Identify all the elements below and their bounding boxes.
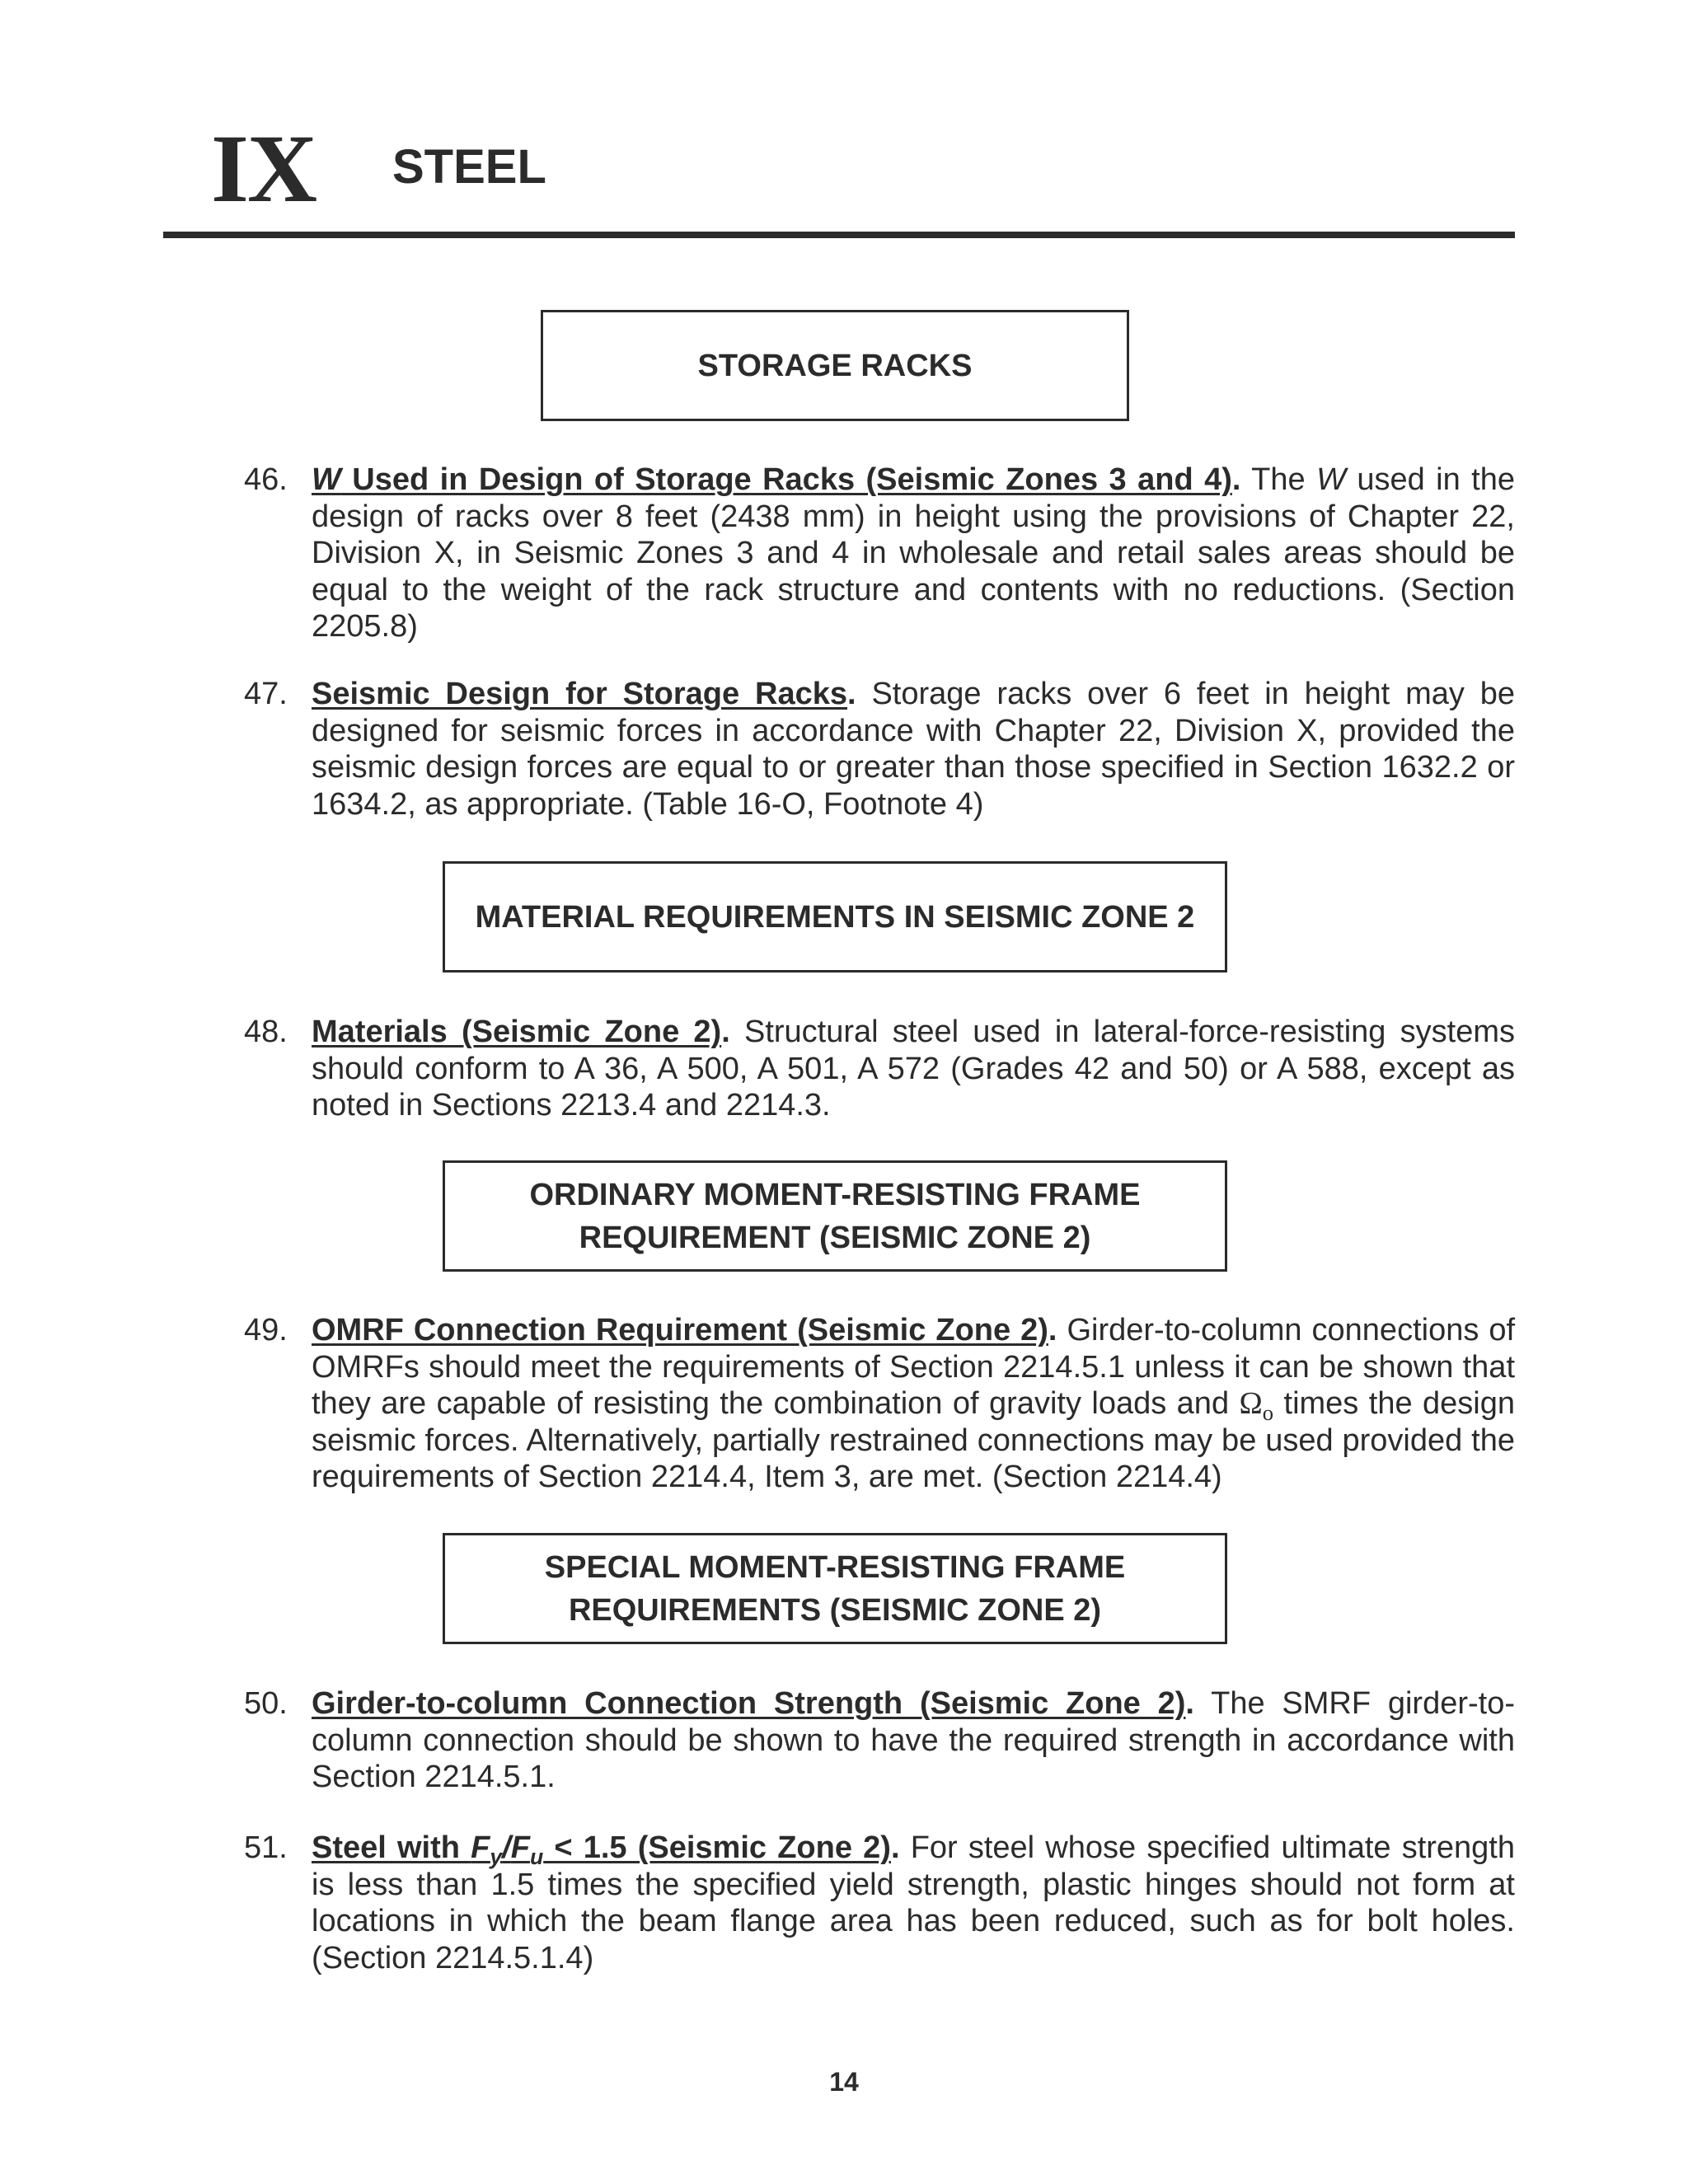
section-heading-material-requirements: [443, 861, 1227, 972]
item-number: 51.: [244, 1830, 288, 1865]
list-item-48: [244, 1014, 1515, 1124]
item-number: 46.: [244, 462, 288, 497]
item-body: Materials (Seismic Zone 2). Structural steel used in lateral-force-resisting systems should conform to A 36, A 500, A 501, A 572 (Grades 42 and 50) or A 588, except as noted in Sections 2213.4 and 2214.3.: [312, 1015, 1515, 1122]
item-title: Girder-to-column Connection Strength (Seismic Zone 2): [312, 1686, 1186, 1721]
section-heading-text: MATERIAL REQUIREMENTS IN SEISMIC ZONE 2: [475, 899, 1195, 935]
item-body: OMRF Connection Requirement (Seismic Zone 2). Girder-to-column connections of OMRFs should meet the requirements of Section 2214.5.1 unless it can be shown that they are capable of resisting the combination of gravity loads and $\Omega_o$ times the design seismic forces. Alternatively, partially restrained connections may be used provided the requirements of Section 2214.4, Item 3, are met. (Section 2214.4): [312, 1313, 1516, 1494]
item-title: Steel with $F_y/F_u < 1.5$ (Seismic Zone 2): [312, 1830, 891, 1869]
item-number: 48.: [244, 1015, 288, 1049]
section-heading-storage-racks: [541, 310, 1129, 421]
item-title: W Used in Design of Storage Racks (Seismic Zones 3 and 4): [312, 462, 1232, 497]
chapter-title: STEEL: [392, 140, 546, 194]
item-title: OMRF Connection Requirement (Seismic Zone 2): [312, 1313, 1048, 1347]
item-number: 49.: [244, 1313, 288, 1347]
omega-symbol: $\Omega_o$: [1239, 1386, 1274, 1425]
item-body: W Used in Design of Storage Racks (Seismic Zones 3 and 4). The W used in the design of racks over 8 feet (2438 mm) in height using the provisions of Chapter 22, Division X, in Seismic Zones 3 and 4 in wholesale and retail sales areas should be equal to the weight of the rack structure and contents with no reductions. (Section 2205.8): [312, 462, 1515, 644]
section-heading-text: SPECIAL MOMENT-RESISTING FRAME REQUIREMENTS (SEISMIC ZONE 2): [544, 1549, 1126, 1628]
list-item-51: [244, 1830, 1515, 1976]
item-title: Seismic Design for Storage Racks: [312, 677, 847, 711]
list-item-46: [244, 462, 1515, 645]
list-item-50: [244, 1685, 1515, 1796]
chapter-header: [163, 111, 1515, 223]
header-divider: [163, 232, 1515, 238]
item-body: Steel with $F_y/F_u < 1.5$ (Seismic Zone 2). For steel whose specified ultimate strength is less than 1.5 times the specified yield strength, plastic hinges should not form at locations in which the beam flange area has been reduced, such as for bolt holes. (Section 2214.5.1.4): [312, 1830, 1515, 1975]
item-number: 50.: [244, 1686, 288, 1721]
section-heading-smrf: [443, 1533, 1227, 1644]
item-number: 47.: [244, 677, 288, 711]
page-number: 14: [829, 2067, 859, 2097]
item-body: Seismic Design for Storage Racks. Storage racks over 6 feet in height may be designed for seismic forces in accordance with Chapter 22, Division X, provided the seismic design forces are equal to or greater than those specified in Section 1632.2 or 1634.2, as appropriate. (Table 16-O, Footnote 4): [312, 677, 1516, 822]
item-title: Materials (Seismic Zone 2): [312, 1015, 722, 1049]
item-body: Girder-to-column Connection Strength (Seismic Zone 2). The SMRF girder-to-column connection should be shown to have the required strength in accordance with Section 2214.5.1.: [312, 1686, 1516, 1794]
list-item-49: [244, 1312, 1515, 1496]
section-heading-omrf: [443, 1160, 1227, 1272]
section-heading-text: ORDINARY MOMENT-RESISTING FRAME REQUIREMENT (SEISMIC ZONE 2): [529, 1177, 1141, 1255]
section-heading-text: STORAGE RACKS: [697, 348, 973, 383]
chapter-number: IX: [211, 115, 316, 223]
list-item-47: [244, 676, 1515, 823]
